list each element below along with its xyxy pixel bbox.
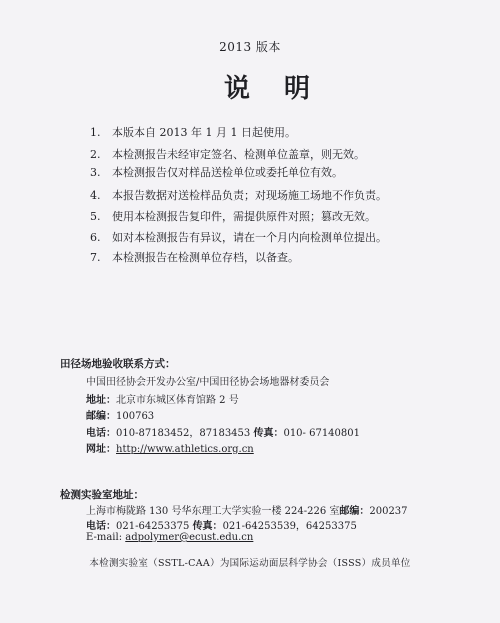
page-title: 说明 [223, 74, 344, 104]
field-contact-heading: 田径场地验收联系方式： [60, 358, 176, 370]
note-text: 本检测报告在检测单位存档，以备查。 [112, 251, 299, 264]
lab-phone-label: 电话： [86, 521, 116, 532]
note-item [90, 146, 365, 162]
field-contact-postcode-line [86, 407, 154, 422]
note-number: 1. [90, 126, 101, 139]
field-contact-org: 中国田径协会开发办公室/中国田径协会场地器材委员会 [86, 377, 330, 388]
note-text: 如对本检测报告有异议，请在一个月内向检测单位提出。 [112, 231, 387, 244]
postcode-label: 邮编： [86, 411, 116, 422]
address-value: 北京市东城区体育馆路 2 号 [116, 395, 239, 406]
phone-label: 电话： [86, 428, 116, 439]
note-number: 2. [90, 148, 101, 161]
note-item [90, 124, 296, 140]
lab-phone-value: 021-64253375 [116, 521, 190, 532]
field-contact-website-line [86, 440, 254, 455]
lab-address-value: 上海市梅陇路 130 号华东理工大学实验一楼 224-226 室 [86, 506, 340, 517]
field-contact-phone-line [86, 424, 360, 439]
fax-label: 传真： [253, 428, 284, 439]
lab-email-label: E-mail: [86, 532, 123, 543]
website-link[interactable]: http://www.athletics.org.cn [116, 444, 254, 455]
website-label: 网址： [86, 444, 116, 455]
note-item [90, 249, 299, 265]
note-number: 7. [90, 251, 101, 264]
note-item [90, 208, 376, 224]
lab-contact-address-line [86, 502, 408, 517]
note-number: 3. [90, 166, 101, 179]
note-text: 本版本自 2013 年 1 月 1 日起使用。 [112, 126, 296, 139]
lab-postcode-label: 邮编： [339, 506, 370, 517]
lab-postcode-value: 200237 [369, 506, 408, 517]
field-contact-address-line [86, 391, 239, 406]
note-text: 本检测报告未经审定签名、检测单位盖章，则无效。 [112, 148, 365, 161]
note-item [90, 164, 343, 180]
note-number: 5. [90, 210, 101, 223]
address-label: 地址： [86, 395, 116, 406]
note-text: 本报告数据对送检样品负责；对现场施工场地不作负责。 [112, 189, 387, 202]
membership-statement: 本检测实验室（SSTL-CAA）为国际运动面层科学协会（ISSS）成员单位 [89, 558, 411, 569]
note-item [90, 229, 387, 245]
fax-value: 010- 67140801 [283, 428, 360, 439]
report-version: 2013 版本 [219, 40, 281, 54]
postcode-value: 100763 [116, 411, 155, 422]
lab-contact-phone-line [86, 517, 357, 532]
lab-contact-heading: 检测实验室地址： [60, 489, 144, 501]
note-text: 本检测报告仅对样品送检单位或委托单位有效。 [112, 166, 343, 179]
lab-email-link[interactable]: adpolymer@ecust.edu.cn [125, 532, 254, 543]
note-item [90, 187, 387, 203]
note-number: 4. [90, 189, 101, 202]
note-number: 6. [90, 231, 101, 244]
note-text: 使用本检测报告复印件，需提供原件对照；篡改无效。 [112, 210, 376, 223]
phone-value: 010-87183452，87183453 [116, 428, 251, 439]
lab-fax-value: 021-64253539，64253375 [222, 521, 357, 532]
lab-contact-email-line [86, 532, 253, 543]
lab-fax-label: 传真： [192, 521, 223, 532]
